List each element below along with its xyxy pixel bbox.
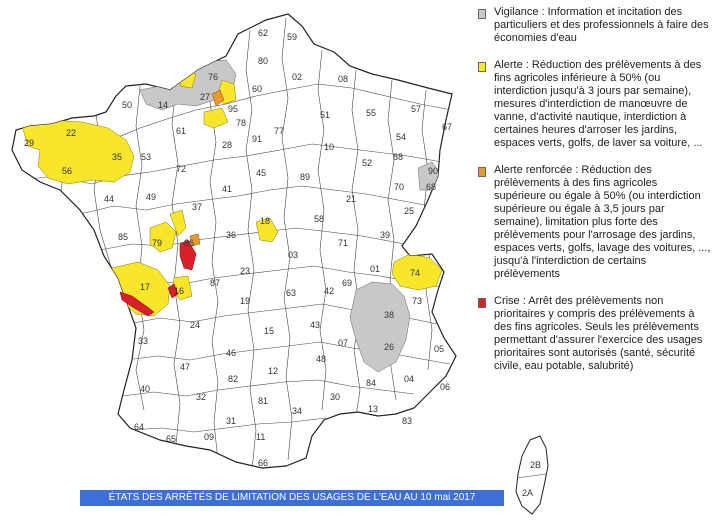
- dept-label: 57: [411, 104, 422, 114]
- dept-label: 60: [252, 84, 263, 94]
- dept-label: 34: [292, 406, 303, 416]
- map-title-banner: ÉTATS DES ARRÊTÉS DE LIMITATION DES USAGES DE L'EAU AU 10 mai 2017: [80, 490, 504, 506]
- dept-label: 35: [112, 152, 123, 162]
- dept-label: 29: [24, 138, 35, 148]
- dept-label: 66: [258, 458, 269, 468]
- dept-label: 77: [274, 126, 285, 136]
- dept-label: 69: [342, 278, 353, 288]
- dept-label: 23: [240, 266, 251, 276]
- dept-label: 41: [222, 184, 233, 194]
- dept-label: 72: [176, 164, 187, 174]
- dept-label: 43: [310, 320, 321, 330]
- dept-label: 28: [222, 140, 233, 150]
- dept-label: 04: [404, 374, 415, 384]
- legend-text: Alerte renforcée : Réduction des prélèvements à des fins agricoles supérieure ou égale à 50% (ou interdiction supérieure ou égale à 3,5 jours par semaine), limitation plus forte des prélèvements pour l'arrosage des jardins, espaces verts, golfs, lavage des voitures, ..., jusqu'à l'interdiction de certains prélèvements: [494, 164, 711, 280]
- dept-label: 65: [166, 434, 177, 444]
- dept-label: 12: [268, 366, 279, 376]
- dept-label: 95: [228, 104, 239, 114]
- dept-label: 52: [362, 158, 373, 168]
- dept-label: 11: [256, 432, 266, 442]
- dept-label: 56: [62, 166, 73, 176]
- dept-label: 32: [196, 392, 207, 402]
- dept-label: 63: [286, 288, 297, 298]
- legend-item-crise: [474, 295, 712, 373]
- dept-label: 55: [366, 108, 377, 118]
- dept-label: 24: [190, 320, 201, 330]
- dept-label: 46: [226, 348, 237, 358]
- dept-label: 47: [180, 362, 191, 372]
- dept-label: 13: [368, 404, 379, 414]
- legend-item-alerte-renforcee: [474, 164, 712, 281]
- vigilance-swatch: [478, 9, 486, 19]
- dept-label: 45: [256, 168, 267, 178]
- dept-label: 80: [258, 56, 269, 66]
- dept-label: 87: [210, 278, 221, 288]
- dept-label: 08: [338, 74, 349, 84]
- dept-label: 22: [66, 128, 77, 138]
- dept-label: 30: [330, 392, 341, 402]
- crise-swatch: [478, 298, 486, 308]
- dept-label: 61: [176, 126, 187, 136]
- dept-label: 17: [140, 282, 151, 292]
- legend-item-alerte: [474, 59, 712, 150]
- dept-label: 50: [122, 100, 133, 110]
- dept-label: 16: [174, 286, 185, 296]
- dept-label: 2A: [522, 488, 534, 498]
- dept-label: 36: [226, 230, 237, 240]
- dept-label: 07: [338, 338, 349, 348]
- dept-label: 48: [316, 354, 327, 364]
- dept-label: 01: [370, 264, 381, 274]
- dept-label: 85: [118, 232, 129, 242]
- dept-label: 21: [346, 194, 357, 204]
- dept-label: 67: [442, 122, 453, 132]
- dept-label: 06: [440, 382, 451, 392]
- dept-label: 03: [288, 250, 299, 260]
- dept-label: 86: [184, 238, 195, 248]
- dept-label: 49: [146, 192, 157, 202]
- dept-label: 19: [240, 296, 251, 306]
- alerte-swatch: [478, 62, 486, 72]
- dept-label: 62: [258, 28, 269, 38]
- legend-text: Alerte : Réduction des prélèvements à des fins agricoles inférieure à 50% (ou interdiction jusqu'à 3 jours par semaine), mesures d'interdiction de manœuvre de vanne, d'activité nautique, interdiction à certaines heures d'arroser les jardins, espaces verts, golfs, de laver sa voiture, ...: [494, 59, 703, 149]
- dept-label: 54: [396, 132, 407, 142]
- dept-label: 09: [204, 432, 215, 442]
- dept-label: 73: [412, 296, 423, 306]
- dept-label: 2B: [530, 460, 542, 470]
- dept-label: 70: [394, 182, 405, 192]
- dept-label: 25: [404, 206, 415, 216]
- legend-text: Vigilance : Information et incitation des particuliers et des professionnels à faire des économies d'eau: [494, 6, 709, 44]
- dept-label: 44: [104, 194, 115, 204]
- legend: [474, 6, 712, 387]
- dept-label: 84: [366, 378, 377, 388]
- dept-label: 38: [384, 310, 395, 320]
- dept-label: 39: [380, 230, 391, 240]
- dept-label: 74: [410, 268, 421, 278]
- dept-label: 10: [324, 142, 335, 152]
- dept-label: 71: [338, 238, 349, 248]
- dept-label: 40: [140, 384, 151, 394]
- dept-label: 59: [287, 32, 298, 42]
- dept-label: 26: [384, 342, 395, 352]
- alerte-renforcee-swatch: [478, 167, 486, 177]
- dept-label: 37: [192, 202, 203, 212]
- dept-label: 42: [324, 286, 335, 296]
- dept-label: 83: [402, 416, 413, 426]
- dept-label: 82: [228, 374, 239, 384]
- dept-label: 05: [434, 344, 445, 354]
- dept-label: 64: [134, 422, 145, 432]
- dept-label: 27: [200, 92, 211, 102]
- dept-label: 53: [141, 152, 152, 162]
- dept-label: 88: [393, 152, 404, 162]
- dept-label: 14: [158, 100, 169, 110]
- legend-item-vigilance: [474, 6, 712, 45]
- dept-label: 79: [152, 238, 163, 248]
- corsica-outline: [516, 436, 548, 514]
- dept-label: 90: [428, 166, 439, 176]
- dept-label: 18: [260, 216, 271, 226]
- dept-label: 68: [426, 182, 437, 192]
- dept-label: 78: [236, 118, 247, 128]
- dept-label: 76: [208, 72, 219, 82]
- dept-label: 31: [226, 416, 237, 426]
- legend-text: Crise : Arrêt des prélèvements non prioritaires y compris des prélèvements à des fins agricoles. Seuls les prélèvements permettant d'assurer l'exercice des usages prioritaires sont autorisés (santé, sécurité civile, eau potable, salubrité): [494, 295, 703, 372]
- dept-label: 33: [138, 336, 149, 346]
- dept-label: 51: [320, 110, 331, 120]
- dept-label: 89: [300, 172, 311, 182]
- dept-label: 15: [264, 326, 275, 336]
- dept-label: 02: [292, 72, 303, 82]
- dept-label: 91: [252, 134, 263, 144]
- dept-label: 58: [314, 214, 325, 224]
- dept-label: 81: [258, 396, 269, 406]
